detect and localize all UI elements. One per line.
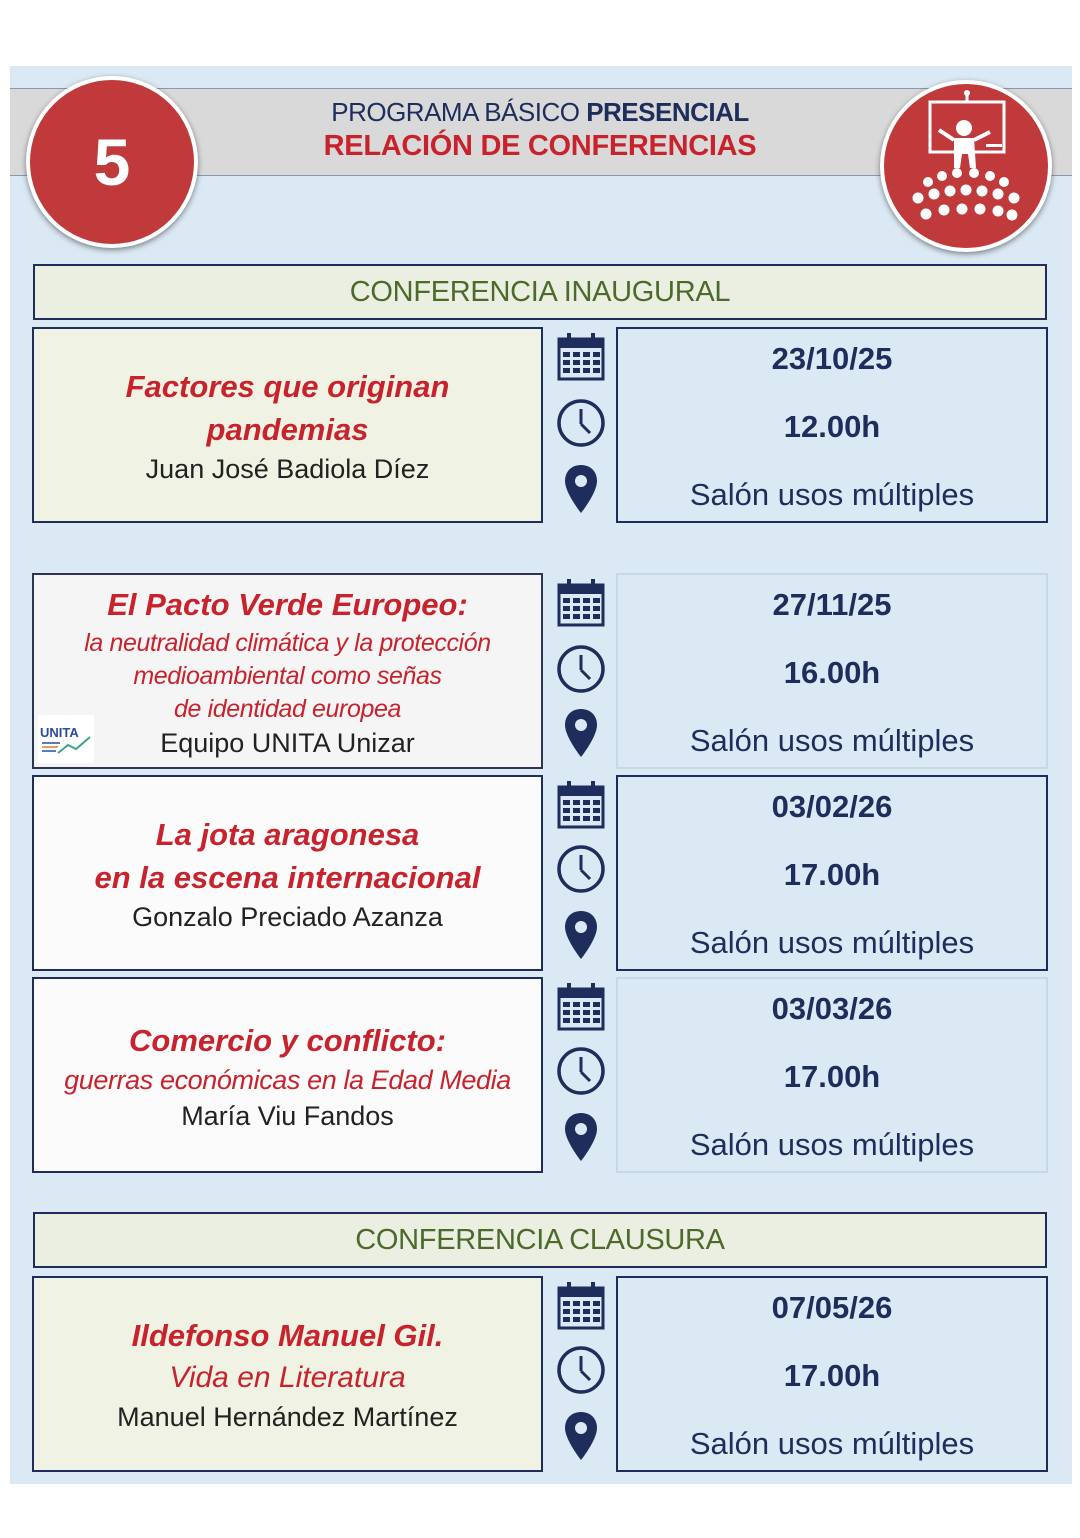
conference-card-4: [32, 977, 543, 1173]
conference-subtitle-line: la neutralidad climática y la protección: [84, 629, 491, 657]
conference-place: Salón usos múltiples: [689, 477, 975, 512]
conference-title: Ildefonso Manuel Gil.: [131, 1318, 444, 1353]
clock-icon: [554, 1045, 608, 1102]
location-pin-icon: [554, 1410, 608, 1467]
conference-place: Salón usos múltiples: [689, 925, 975, 960]
calendar-icon: [554, 1280, 608, 1337]
conference-title: El Pacto Verde Europeo:: [107, 587, 468, 622]
conference-speaker: Manuel Hernández Martínez: [117, 1402, 458, 1432]
conference-time: 17.00h: [783, 1358, 881, 1393]
section-number-badge: 5: [26, 76, 198, 248]
unita-logo: [38, 715, 94, 763]
conference-date: 23/10/25: [771, 341, 893, 376]
conference-date: 03/02/26: [771, 789, 893, 824]
conference-date: 03/03/26: [771, 991, 893, 1026]
conference-time: 17.00h: [783, 857, 881, 892]
conference-date: 27/11/25: [772, 587, 892, 622]
clock-icon: [554, 843, 608, 900]
calendar-icon: [554, 779, 608, 836]
conference-speaker: Juan José Badiola Díez: [145, 454, 430, 484]
conference-title-line: en la escena internacional: [94, 860, 481, 895]
section-heading-inaugural: CONFERENCIA INAUGURAL: [33, 264, 1047, 320]
conference-info-4: [616, 977, 1048, 1173]
conference-info-5: [616, 1276, 1048, 1472]
conference-subtitle-line: medioambiental como señas: [133, 662, 442, 690]
conference-title: Comercio y conflicto:: [129, 1023, 446, 1058]
teacher-classroom-icon: [880, 80, 1052, 252]
conference-title-line: La jota aragonesa: [155, 817, 420, 852]
svg-text:UNITA: UNITA: [40, 725, 79, 740]
location-pin-icon: [554, 1111, 608, 1168]
conference-time: 16.00h: [783, 655, 881, 690]
clock-icon: [554, 397, 608, 454]
conference-subtitle-line: de identidad europea: [174, 695, 401, 723]
conference-info-2: [616, 573, 1048, 769]
conference-time: 12.00h: [783, 409, 881, 444]
conference-date: 07/05/26: [771, 1290, 893, 1325]
conference-place: Salón usos múltiples: [689, 1426, 975, 1461]
conference-card-5: [32, 1276, 543, 1472]
conference-subtitle: guerras económicas en la Edad Media: [64, 1065, 511, 1095]
program-subtitle: PROGRAMA BÁSICO PRESENCIAL: [331, 97, 749, 127]
conference-info-1: [616, 327, 1048, 523]
conference-title: Factores que originan pandemias: [125, 369, 450, 447]
conference-card-1: [32, 327, 543, 523]
conference-subtitle: Vida en Literatura: [169, 1361, 406, 1394]
conference-info-3: [616, 775, 1048, 971]
conference-time: 17.00h: [783, 1059, 881, 1094]
location-pin-icon: [554, 707, 608, 764]
conference-place: Salón usos múltiples: [689, 1127, 975, 1162]
calendar-icon: [554, 981, 608, 1038]
program-title: RELACIÓN DE CONFERENCIAS: [323, 130, 757, 162]
conference-speaker: Gonzalo Preciado Azanza: [132, 902, 443, 932]
clock-icon: [554, 643, 608, 700]
conference-place: Salón usos múltiples: [689, 723, 975, 758]
calendar-icon: [554, 577, 608, 634]
location-pin-icon: [554, 463, 608, 520]
calendar-icon: [554, 331, 608, 388]
conference-card-3: [32, 775, 543, 971]
conference-speaker: María Viu Fandos: [181, 1101, 394, 1131]
conference-card-2: [32, 573, 543, 769]
conference-speaker: Equipo UNITA Unizar: [160, 728, 415, 758]
section-heading-clausura: CONFERENCIA CLAUSURA: [33, 1212, 1047, 1268]
clock-icon: [554, 1344, 608, 1401]
location-pin-icon: [554, 909, 608, 966]
